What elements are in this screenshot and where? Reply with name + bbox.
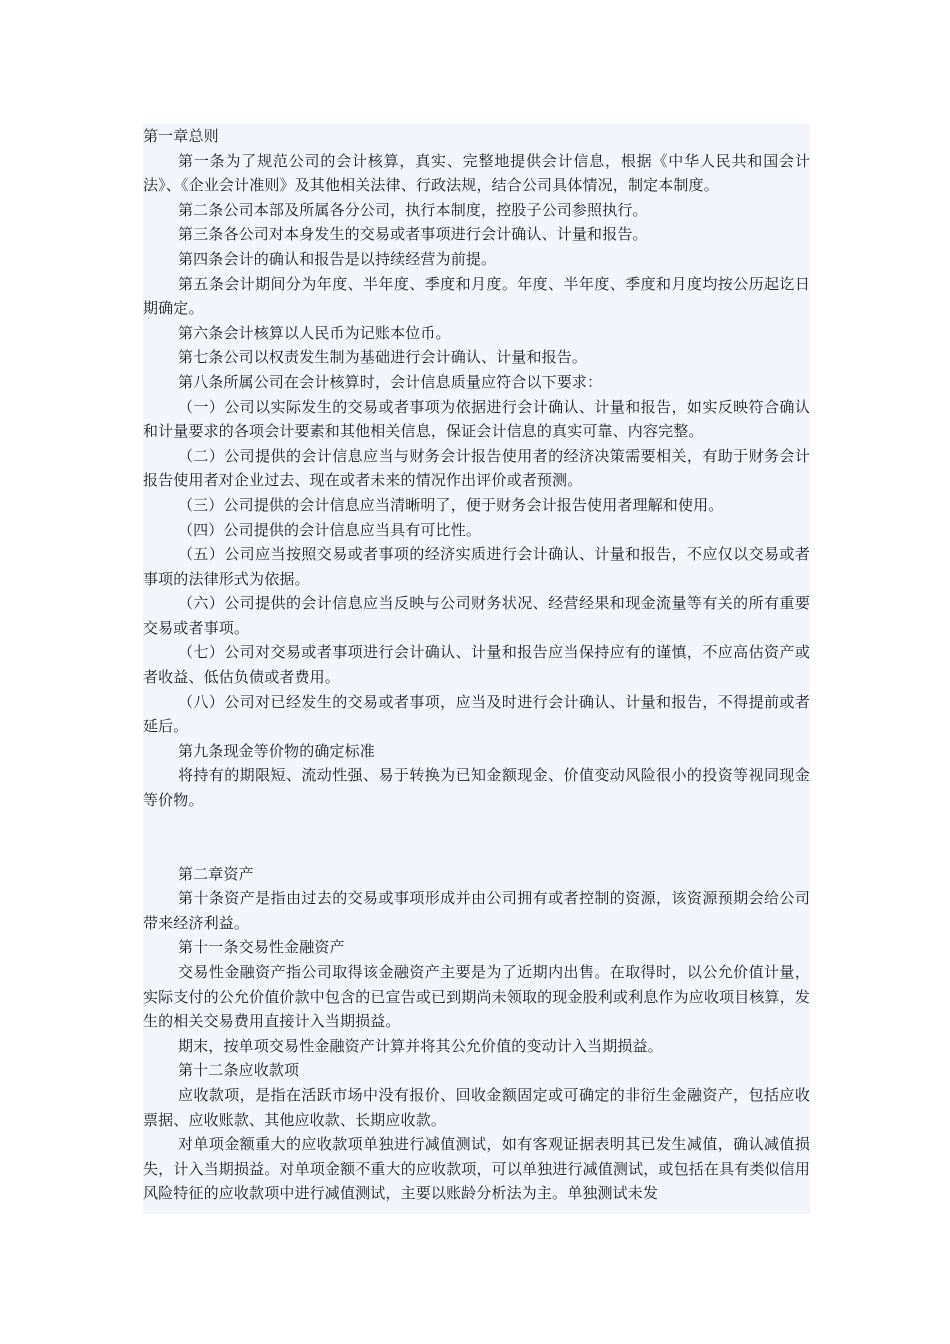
paragraph: （六）公司提供的会计信息应当反映与公司财务状况、经营经果和现金流量等有关的所有重要交易或者事项。	[143, 594, 810, 637]
paragraph: （八）公司对已经发生的交易或者事项，应当及时进行会计确认、计量和报告，不得提前或者延后。	[143, 692, 810, 736]
chapter-heading: 第一章总则	[143, 127, 219, 145]
paragraph: 第五条会计期间分为年度、半年度、季度和月度。年度、半年度、季度和月度均按公历起讫日期确定。	[143, 274, 810, 318]
paragraph: 应收款项，是指在活跃市场中没有报价、回收金额固定或可确定的非衍生金融资产，包括应收票据、应收账款、其他应收款、长期应收款。	[143, 1085, 810, 1129]
paragraph: 第七条公司以权责发生制为基础进行会计确认、计量和报告。	[178, 348, 588, 367]
paragraph: （七）公司对交易或者事项进行会计确认、计量和报告应当保持应有的谨慎，不应高估资产或者收益、低估负债或者费用。	[143, 643, 810, 687]
paragraph: 第九条现金等价物的确定标准	[178, 741, 375, 760]
document-body	[143, 124, 810, 1214]
paragraph: （四）公司提供的会计信息应当具有可比性。	[178, 520, 482, 539]
paragraph: 第十二条应收款项	[178, 1061, 300, 1080]
paragraph: （三）公司提供的会计信息应当清晰明了，便于财务会计报告使用者理解和使用。	[178, 495, 724, 514]
paragraph: 期末，按单项交易性金融资产计算并将其公允价值的变动计入当期损益。	[178, 1036, 663, 1055]
paragraph: 将持有的期限短、流动性强、易于转换为已知金额现金、价值变动风险很小的投资等视同现金等价物。	[143, 766, 810, 810]
paragraph: 第六条会计核算以人民币为记账本位币。	[178, 323, 451, 342]
paragraph: （五）公司应当按照交易或者事项的经济实质进行会计确认、计量和报告，不应仅以交易或者事项的法律形式为依据。	[143, 545, 810, 588]
paragraph: 交易性金融资产指公司取得该金融资产主要是为了近期内出售。在取得时，以公允价值计量，实际支付的公允价值价款中包含的已宣告或已到期尚未领取的现金股利或利息作为应收项目核算，发生的相关交易费用直接计入当期损益。	[143, 963, 810, 1031]
section-spacer	[143, 813, 810, 862]
chapter-heading: 第二章资产	[178, 864, 254, 883]
paragraph: 对单项金额重大的应收款项单独进行减值测试，如有客观证据表明其已发生减值，确认减值损失，计入当期损益。对单项金额不重大的应收款项，可以单独进行减值测试，或包括在具有类似信用风险特征的应收款项中进行减值测试，主要以账龄分析法为主。单独测试未发	[143, 1135, 810, 1203]
paragraph: （一）公司以实际发生的交易或者事项为依据进行会计确认、计量和报告，如实反映符合确认和计量要求的各项会计要素和其他相关信息，保证会计信息的真实可靠、内容完整。	[143, 397, 810, 441]
paragraph: 第十一条交易性金融资产	[178, 938, 345, 957]
paragraph: 第十条资产是指由过去的交易或事项形成并由公司拥有或者控制的资源，该资源预期会给公司带来经济利益。	[143, 889, 810, 932]
paragraph: 第八条所属公司在会计核算时，会计信息质量应符合以下要求：	[178, 372, 603, 391]
paragraph: 第四条会计的确认和报告是以持续经营为前提。	[178, 249, 497, 268]
paragraph: （二）公司提供的会计信息应当与财务会计报告使用者的经济决策需要相关，有助于财务会计报告使用者对企业过去、现在或者未来的情况作出评价或者预测。	[143, 446, 810, 490]
paragraph: 第一条为了规范公司的会计核算，真实、完整地提供会计信息，根据《中华人民共和国会计法》、《企业会计准则》及其他相关法律、行政法规，结合公司具体情况，制定本制度。	[143, 151, 810, 195]
paragraph: 第三条各公司对本身发生的交易或者事项进行会计确认、计量和报告。	[178, 225, 648, 244]
paragraph: 第二条公司本部及所属各分公司，执行本制度，控股子公司参照执行。	[178, 200, 648, 219]
